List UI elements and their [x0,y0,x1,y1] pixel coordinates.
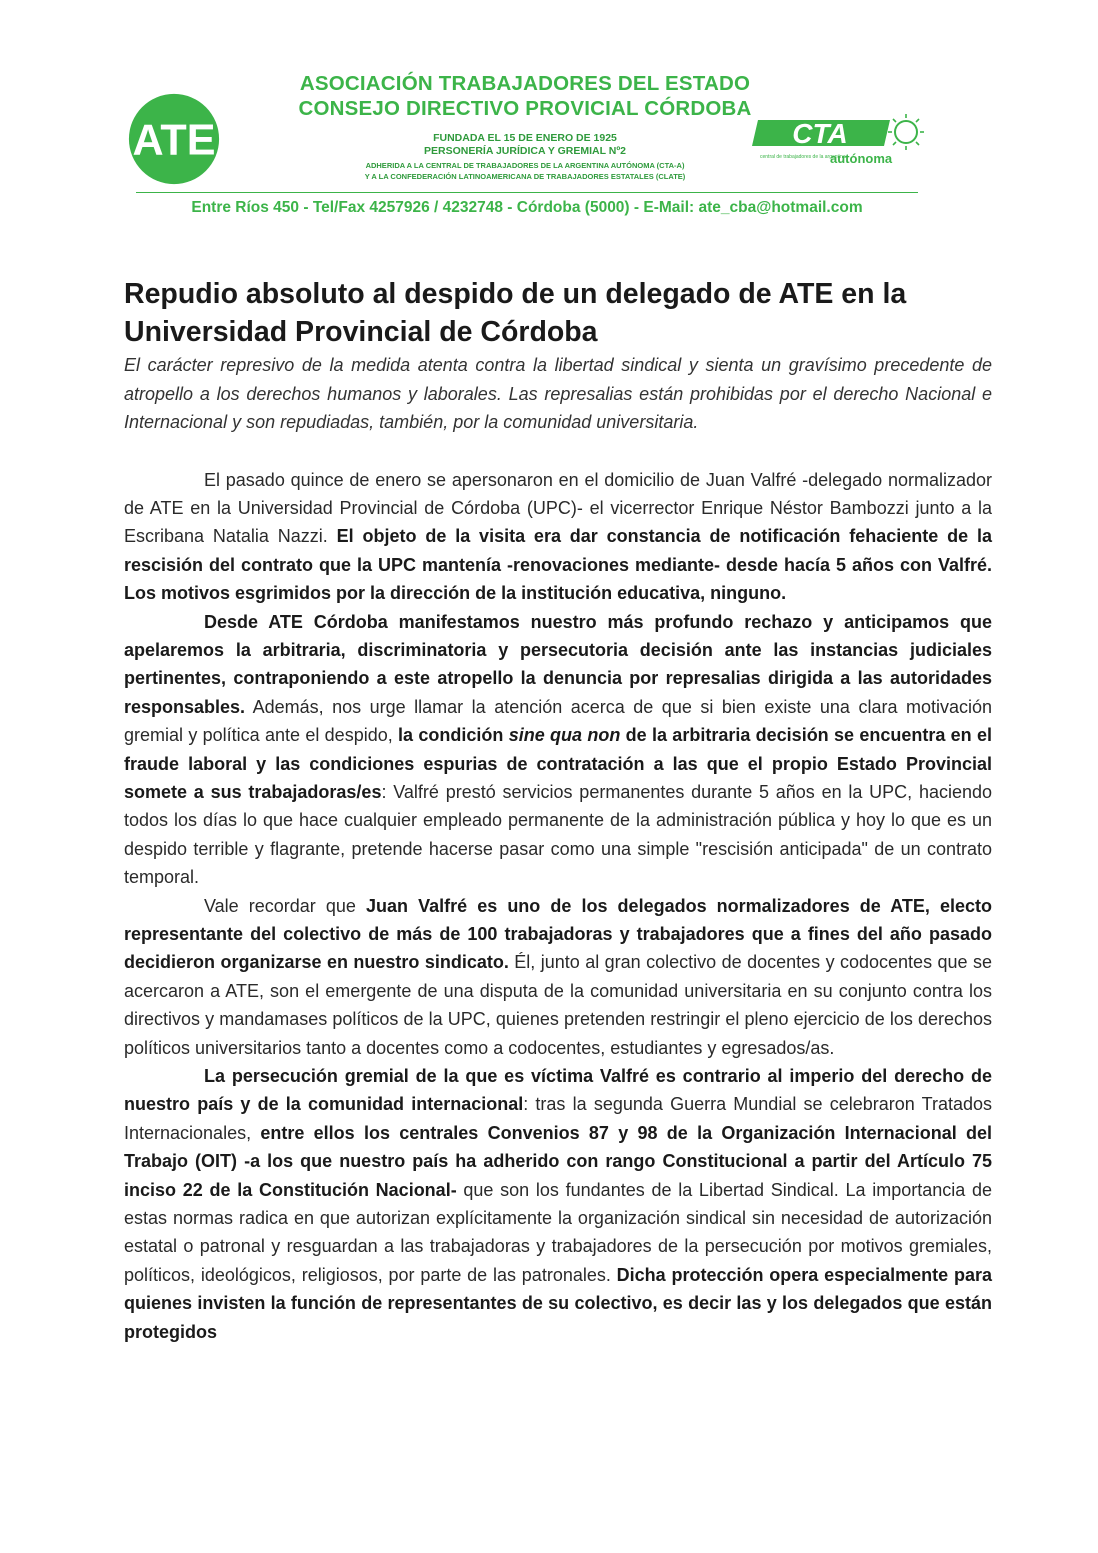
p4-text-1: : tras la segunda Guerra Mundial se celebraron Tratados Internacionales, [124,1094,993,1143]
p1-emphasis: El objeto de la visita era dar constancia de notificación fehaciente de la rescisión del contrato que la UPC mantenía -renovaciones mediante- desde hacía 5 años con Valfré. Los motivos esgrimidos por la dirección de la institución educativa, ninguno. [124,526,993,604]
paragraph-1 [124,466,992,608]
founding-date: FUNDADA EL 15 DE ENERO DE 1925 [433,132,617,144]
p4-text-2: que son los fundantes de la Libertad Sindical. La importancia de estas normas radica en que autorizan explícitamente la organización sindical sin necesidad de autorización estatal o patronal y resguardan a las trabajadoras y trabajadores de la persecución por motivos gremiales, políticos, ideológicos, religiosos, por parte de las patronales. [124,1179,992,1285]
sun-icon [888,114,924,150]
article [124,275,992,1346]
svg-text:CTA: CTA [792,118,848,149]
paragraph-4 [124,1062,992,1346]
p2-emphasis-1: Desde ATE Córdoba manifestamos nuestro más profundo rechazo y anticipamos que apelaremos la arbitraria, discriminatoria y persecutoria decisión ante las instancias judiciales pertinentes, contraponiendo a este atropello la denuncia por represalias dirigida a las autoridades responsables. [124,611,992,717]
letterhead [0,0,1098,230]
org-council: CONSEJO DIRECTIVO PROVICIAL CÓRDOBA [298,97,752,120]
adherence-line-1: ADHERIDA A LA CENTRAL DE TRABAJADORES DE LA ARGENTINA AUTÓNOMA (CTA-A) [365,161,685,170]
svg-text:ATE: ATE [132,116,216,165]
p4-emphasis-1: La persecución gremial de la que es víctima Valfré es contrario al imperio del derecho de nuestro país y de la comunidad internacional [124,1066,992,1115]
p3-emphasis: Juan Valfré es uno de los delegados normalizadores de ATE, electo representante del colectivo de más de 100 trabajadoras y trabajadores que a fines del año pasado decidieron organizarse en nuestro sindicato. [124,895,992,973]
p3-text-1: Vale recordar que [204,895,366,916]
article-title: Repudio absoluto al despido de un delegado de ATE en la Universidad Provincial de Córdoba [124,278,907,348]
cta-logo [752,106,927,172]
paragraph-3 [124,892,992,1062]
paragraph-2 [124,608,992,892]
p1-text: El pasado quince de enero se apersonaron en el domicilio de Juan Valfré -delegado normalizador de ATE en la Universidad Provincial de Córdoba (UPC)- el vicerrector Enrique Néstor Bambozzi junto a la Escribana Natalia Nazzi. [124,469,992,547]
contact-line: Entre Ríos 450 - Tel/Fax 4257926 / 4232748 - Córdoba (5000) - E-Mail: ate_cba@hotmail.com [191,199,863,216]
p4-emphasis-2: entre ellos los centrales Convenios 87 y 98 de la Organización Internacional del Trabajo (OIT) -a los que nuestro país ha adherido con rango Constitucional a partir del Artículo 75 inciso 22 de la Constitución Nacional- [124,1122,992,1200]
p2-condition: la condición [398,725,509,746]
p3-text-2: Él, junto al gran colectivo de docentes y codocentes que se acercaron a ATE, son el emergente de una disputa de la comunidad universitaria en su conjunto contra los directivos y mandamases políticos de la UPC, quienes pretenden restringir el pleno ejercicio de los derechos políticos universitarios tanto a docentes como a codocentes, estudiantes y egresados/as. [124,952,992,1058]
adherence-line-2: Y A LA CONFEDERACIÓN LATINOAMERICANA DE TRABAJADORES ESTATALES (CLATE) [364,172,686,181]
p2-latin-phrase: sine qua non [508,725,621,746]
letterhead-divider [136,192,918,193]
org-name: ASOCIACIÓN TRABAJADORES DEL ESTADO [299,72,751,95]
p4-emphasis-3: Dicha protección opera especialmente para quienes invisten la función de representantes de su colectivo, es decir las y los delegados que están protegidos [124,1264,993,1342]
article-body [124,466,992,1347]
svg-text:autónoma: autónoma [830,151,893,166]
p2-text-2: : Valfré prestó servicios permanentes durante 5 años en la UPC, haciendo todos los días lo que hace cualquier empleado permanente de la administración pública y hoy lo que es un despido terrible y flagrante, pretende hacerse pasar como una simple "rescisión anticipada" de un contrato temporal. [124,781,993,888]
legal-status: PERSONERÍA JURÍDICA Y GREMIAL Nº2 [423,145,626,157]
p2-fraud-clause: de la arbitraria decisión se encuentra en el fraude laboral y las condiciones espurias de contratación a las que el propio Estado Provincial somete a sus trabajadoras/es [124,725,993,802]
svg-text:central de trabajadores de la: central de trabajadores de la argentina [760,154,846,160]
ate-logo [125,90,223,188]
p2-text-1: Además, nos urge llamar la atención acerca de que si bien existe una clara motivación gremial y política ante el despido, [124,696,992,746]
article-lead: El carácter represivo de la medida atenta contra la libertad sindical y sienta un gravísimo precedente de atropello a los derechos humanos y laborales. Las represalias están prohibidas por el derecho Nacional e Internacional y son repudiadas, también, por la comunidad universitaria. [124,355,992,432]
